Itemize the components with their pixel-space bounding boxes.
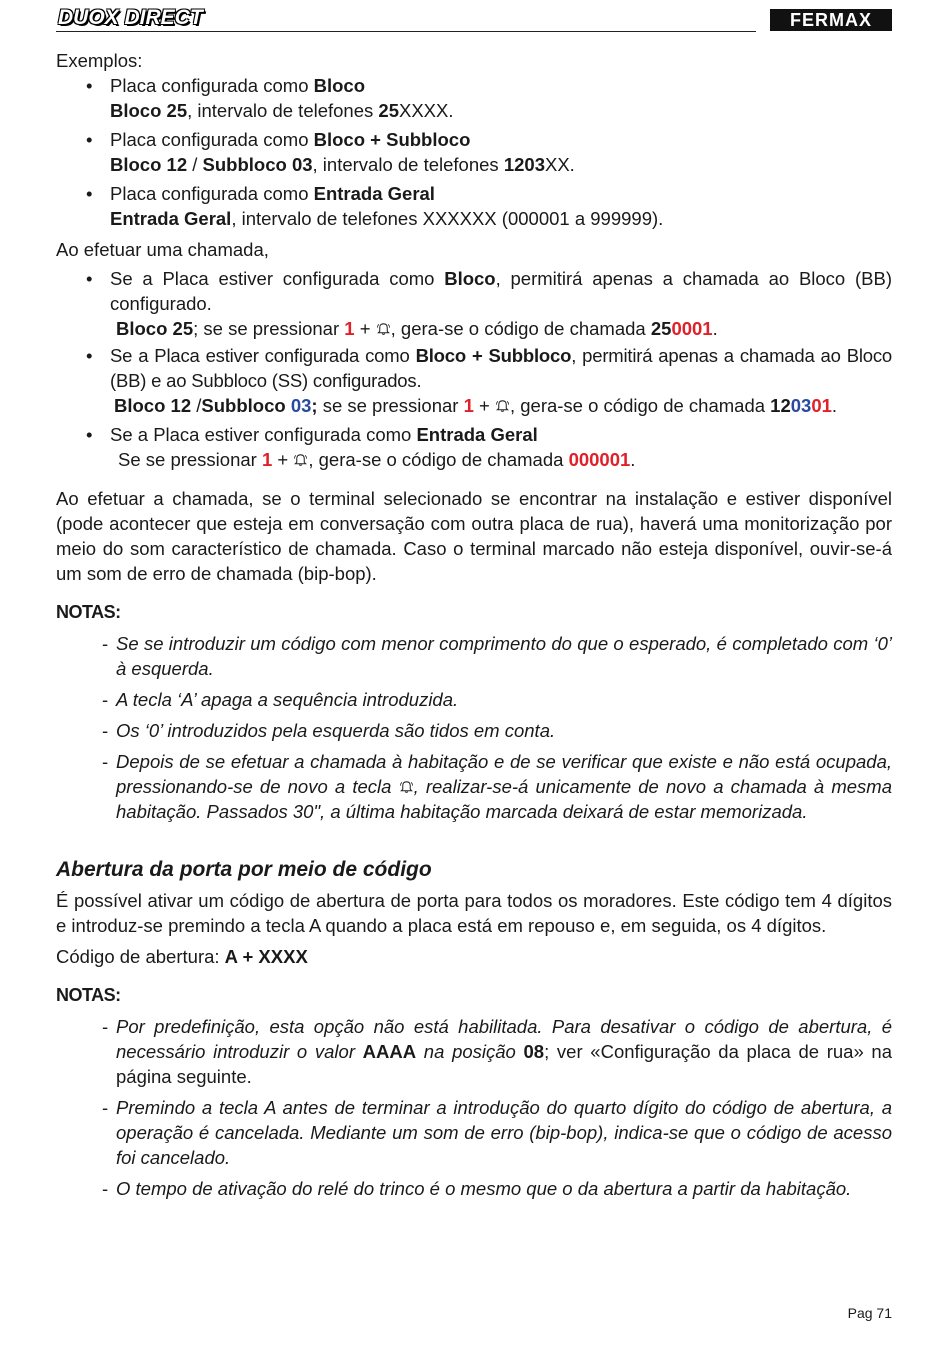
bell-icon (293, 452, 308, 467)
note-item: - Os ‘0’ introduzidos pela esquerda são tidos em conta. (102, 720, 556, 741)
call-intro: Ao efetuar uma chamada, (56, 239, 269, 260)
note-item: - A tecla ‘A’ apaga a sequência introduzida. (102, 689, 459, 710)
section-heading: Abertura da porta por meio de código (56, 858, 432, 881)
page-number: Pag 71 (847, 1305, 892, 1321)
monitor-paragraph: Ao efetuar a chamada, se o terminal selecionado se encontrar na instalação e estiver disponível (pode acontecer que esteja em conversação com outra placa de rua), haverá uma monitorização por meio do som característico de chamada. Caso o terminal marcado não esteja disponível, ouvir-se-á um som de erro de chamada (bip-bop). (56, 488, 892, 584)
notes-list (56, 1014, 892, 1201)
page-content (56, 48, 892, 1201)
bell-icon (495, 398, 510, 413)
note-item: - Depois de se efetuar a chamada à habitação e de se verificar que existe e não está ocupada, pressionando-se de novo a tecla , realizar-se-á unicamente de novo a chamada à mesma habitação. Passados 30", a última habitação marcada deixará de estar memorizada. (102, 751, 892, 822)
section-paragraph: É possível ativar um código de abertura de porta para todos os moradores. Este código tem 4 dígitos e introduz-se premindo a tecla A quando a placa está em repouso e, em seguida, os 4 dígitos. (56, 890, 892, 936)
example-item: • Placa configurada como Bloco + Subbloco Bloco 12 / Subbloco 03, intervalo de telefones 1203XX. (86, 129, 575, 175)
example-item: • Placa configurada como Bloco Bloco 25, intervalo de telefones 25XXXX. (86, 75, 454, 121)
examples-intro: Exemplos: (56, 50, 143, 71)
notes-list (56, 631, 892, 824)
example-item: • Placa configurada como Entrada Geral Entrada Geral, intervalo de telefones XXXXXX (000001 a 999999). (86, 183, 664, 229)
opening-code: Código de abertura: A + XXXX (56, 946, 308, 967)
header-rule (56, 31, 756, 32)
notes-title: NOTAS: (56, 985, 121, 1005)
fermax-logo: FERMAX (770, 9, 892, 31)
notes-title: NOTAS: (56, 602, 121, 622)
bell-icon (399, 779, 414, 794)
page-header (56, 6, 892, 32)
call-case-subbloco: • Se a Placa estiver configurada como Bloco + Subbloco, permitirá apenas a chamada ao Bloco (BB) e ao Subbloco (SS) configurados. Bloco 12 /Subbloco 03; se se pressionar 1 + , gera-se o código de chamada 120301. (86, 345, 893, 416)
note-item: - Premindo a tecla A antes de terminar a introdução do quarto dígito do código de abertura, a operação é cancelada. Mediante um som de erro (bip-bop), indica-se que o código de acesso foi cancelado. (102, 1097, 892, 1168)
duox-direct-logo: DUOX DIRECT (58, 6, 203, 29)
note-item: - Por predefinição, esta opção não está habilitada. Para desativar o código de abertura, é necessário introduzir o valor AAAA na posição 08; ver «Configuração da placa de rua» na página seguinte. (102, 1016, 893, 1087)
note-item: - Se se introduzir um código com menor comprimento do que o esperado, é completado com ‘0’ à esquerda. (102, 633, 892, 679)
call-case-bloco: • Se a Placa estiver configurada como Bloco, permitirá apenas a chamada ao Bloco (BB) configurado. Bloco 25; se se pressionar 1 + , gera-se o código de chamada 250001. (86, 268, 892, 339)
note-item: - O tempo de ativação do relé do trinco é o mesmo que o da abertura a partir da habitação. (102, 1178, 852, 1199)
call-case-entrada-geral: • Se a Placa estiver configurada como Entrada Geral Se se pressionar 1 + , gera-se o código de chamada 000001. (86, 424, 636, 470)
bell-icon (376, 321, 391, 336)
